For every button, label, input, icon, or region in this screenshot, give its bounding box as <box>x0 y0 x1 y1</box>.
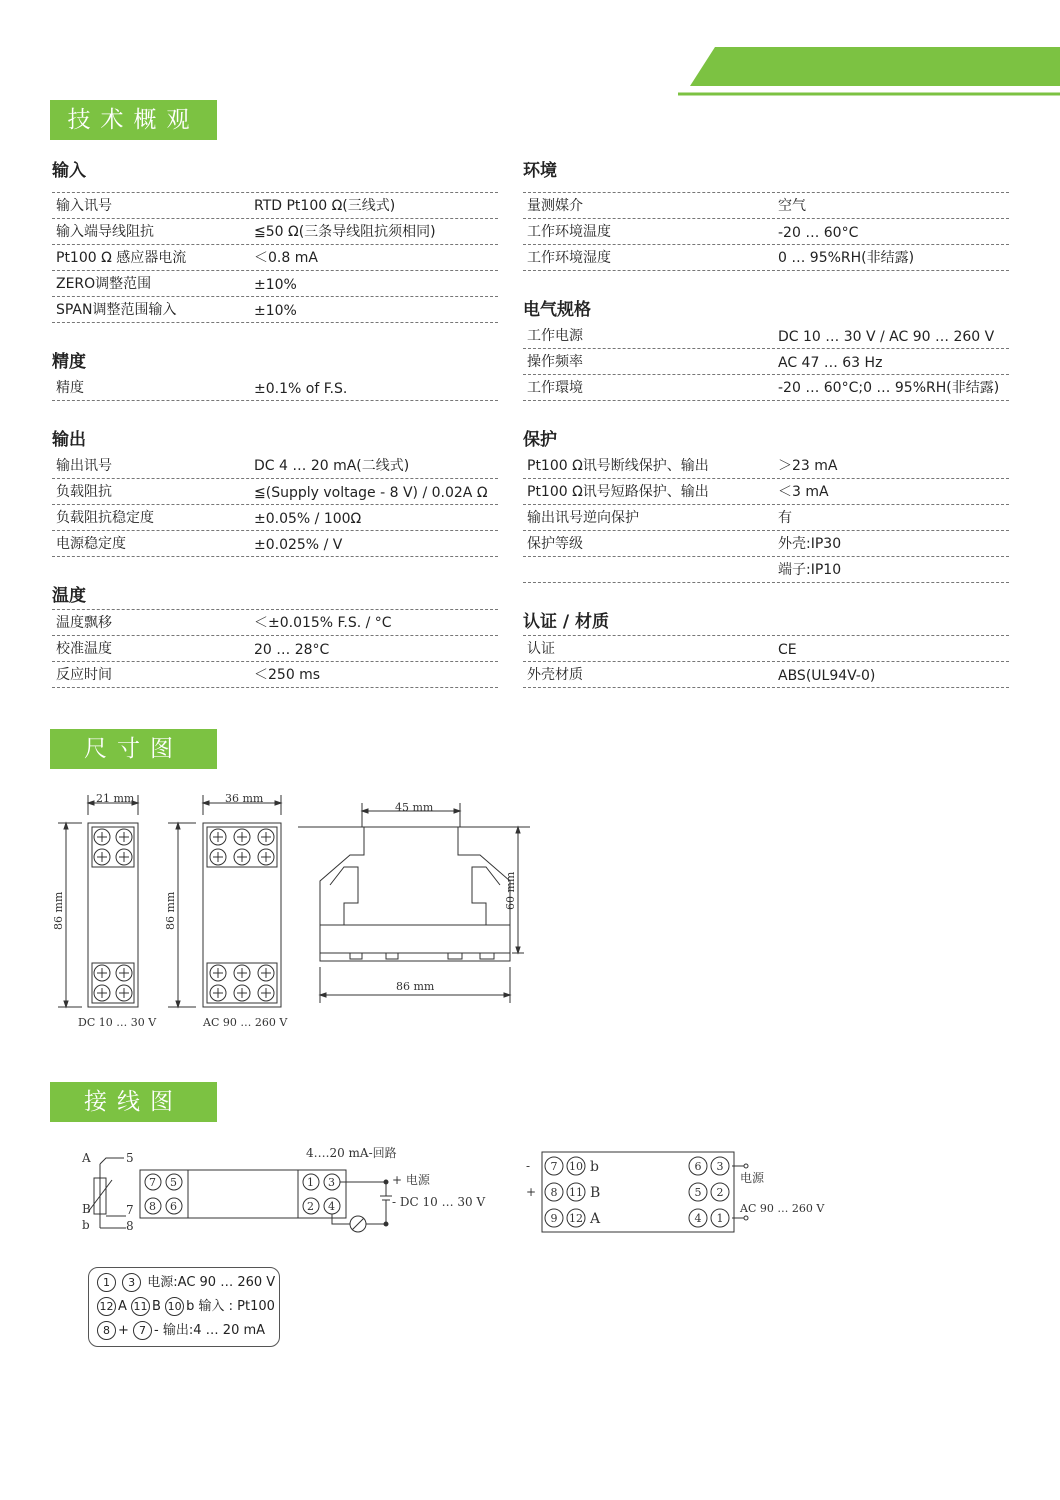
screw-slot <box>97 832 107 842</box>
ac-terminal-number: 3 <box>716 1160 724 1173</box>
legend-letter: B <box>152 1299 161 1314</box>
electrical-row <box>523 349 1009 375</box>
spec-key: 输出讯号逆向保护 <box>527 510 639 526</box>
spec-key: 操作频率 <box>527 354 583 370</box>
screw-slot <box>237 832 247 842</box>
legend-terminal: 1 <box>97 1273 116 1292</box>
spec-value: -20 … 60°C <box>778 225 859 241</box>
screw-slot <box>261 968 271 978</box>
spec-value: RTD Pt100 Ω(三线式) <box>254 198 396 214</box>
wire-label-A: A <box>82 1151 91 1165</box>
dc-power-label: + 电源 <box>392 1173 430 1187</box>
spec-value: -20 … 60°C;0 … 95%RH(非结露) <box>778 380 1000 396</box>
output-row <box>52 505 498 531</box>
ac-terminal-letter: B <box>590 1185 601 1201</box>
ac-terminal-number: 5 <box>694 1186 702 1199</box>
legend-terminal: 7 <box>133 1321 152 1340</box>
terminal-7: 7 <box>149 1176 156 1189</box>
screw-slot <box>237 852 247 862</box>
legend-sign: - <box>154 1323 159 1338</box>
legend-power <box>97 1272 275 1294</box>
protection-row <box>523 453 1009 479</box>
output-table <box>52 453 498 557</box>
spec-value: ＞23 mA <box>778 458 838 474</box>
spec-key: 输入端导线阻抗 <box>56 224 154 240</box>
spec-key: 工作環境 <box>527 380 583 396</box>
side-view <box>298 803 530 1003</box>
spec-key: 负载阻抗 <box>56 484 112 500</box>
spec-key: Pt100 Ω 感应器电流 <box>56 250 187 266</box>
temperature-table <box>52 610 498 688</box>
output-row <box>52 453 498 479</box>
electrical-row <box>523 375 1009 401</box>
screws-wide <box>210 829 274 1001</box>
screw-slot <box>213 852 223 862</box>
electrical-row <box>523 323 1009 349</box>
input-table <box>52 193 498 323</box>
wire-num-7: 7 <box>126 1203 134 1217</box>
ac-terminal-number: 1 <box>716 1212 724 1225</box>
legend-terminal: 10 <box>165 1297 184 1316</box>
spec-key: 输出讯号 <box>56 458 112 474</box>
section-title-accuracy: 精度 <box>52 352 86 372</box>
ac-terminal-number: 11 <box>569 1186 583 1199</box>
spec-value: CE <box>778 642 797 658</box>
module-narrow <box>58 795 138 1007</box>
spec-value: ＜250 ms <box>254 667 321 683</box>
section-title-electrical: 电气规格 <box>523 300 591 320</box>
spec-key: 电源稳定度 <box>56 536 126 552</box>
spec-value: ±10% <box>254 303 297 319</box>
terminal-3: 3 <box>328 1176 335 1189</box>
protection-row <box>523 479 1009 505</box>
spec-key: 精度 <box>56 380 84 396</box>
spec-value: 0 … 95%RH(非结露) <box>778 250 915 266</box>
spec-value: ＜3 mA <box>778 484 829 500</box>
ac-terminal-number: 2 <box>716 1186 724 1199</box>
cert-row <box>523 662 1009 688</box>
legend-terminal: 8 <box>97 1321 116 1340</box>
environment-table <box>523 193 1009 271</box>
caption-dc: DC 10 … 30 V <box>78 1016 157 1029</box>
spec-key: 工作环境温度 <box>527 224 611 240</box>
spec-key: 外壳材质 <box>527 667 583 683</box>
protection-row <box>523 505 1009 531</box>
spec-value: ABS(UL94V-0) <box>778 668 876 684</box>
ac-terminal-number: 7 <box>550 1160 558 1173</box>
screw-slot <box>119 968 129 978</box>
accuracy-table <box>52 375 498 401</box>
legend-input <box>97 1296 275 1318</box>
dc-range-label: - DC 10 … 30 V <box>392 1195 486 1209</box>
input-row <box>52 245 498 271</box>
spec-value: 有 <box>778 510 792 526</box>
terminal-4: 4 <box>328 1200 335 1213</box>
ac-terminal-number: 6 <box>694 1160 702 1173</box>
ac-terminal-letter: A <box>590 1211 601 1227</box>
spec-key: 输入讯号 <box>56 198 112 214</box>
legend-terminal: 11 <box>131 1297 150 1316</box>
cert-table <box>523 636 1009 688</box>
legend-text: 输出:4 … 20 mA <box>162 1323 266 1338</box>
banner-tech-overview: 技术概观 <box>50 100 217 140</box>
dim-width-45: 45 mm <box>395 801 434 814</box>
temperature-row <box>52 662 498 688</box>
ac-range-label: AC 90 … 260 V <box>740 1202 825 1215</box>
ac-terminal-number: 4 <box>694 1212 702 1225</box>
ac-terminal-number: 12 <box>569 1212 583 1225</box>
screw-slot <box>119 852 129 862</box>
spec-value: ＜0.8 mA <box>254 250 318 266</box>
spec-value: DC 10 … 30 V / AC 90 … 260 V <box>778 329 995 345</box>
spec-left-column <box>52 158 498 688</box>
screw-slot <box>97 852 107 862</box>
legend-text: 电源:AC 90 … 260 V <box>147 1275 276 1290</box>
dim-height-86-b: 86 mm <box>164 891 177 930</box>
terminal-1: 1 <box>307 1176 314 1189</box>
ac-power-label: 电源 <box>740 1171 765 1185</box>
dim-height-60: 60 mm <box>504 871 517 910</box>
terminal-legend <box>88 1267 280 1347</box>
spec-key: 量测媒介 <box>527 198 583 214</box>
protection-row <box>523 531 1009 557</box>
spec-key: 认证 <box>527 641 555 657</box>
screws-narrow <box>94 829 132 1001</box>
spec-value: 端子:IP10 <box>778 562 842 578</box>
spec-key: 温度飘移 <box>56 615 112 631</box>
screw-slot <box>213 988 223 998</box>
ac-plus: + <box>526 1185 537 1199</box>
section-title-temperature: 温度 <box>52 586 86 606</box>
section-title-environment: 环境 <box>523 161 557 181</box>
spec-value: 20 … 28°C <box>254 642 330 658</box>
spec-value: ±10% <box>254 277 297 293</box>
section-title-input: 输入 <box>52 161 86 181</box>
corner-accent <box>670 44 1060 100</box>
ac-terminal-number: 8 <box>550 1186 558 1199</box>
spec-key: 负载阻抗稳定度 <box>56 510 154 526</box>
screw-slot <box>261 832 271 842</box>
ac-minus: - <box>526 1159 531 1173</box>
spec-value: ±0.1% of F.S. <box>254 381 348 397</box>
environment-row <box>523 193 1009 219</box>
spec-right-column <box>523 158 1009 688</box>
wire-label-B: B <box>82 1202 91 1216</box>
spec-value: 空气 <box>778 198 806 214</box>
screw-slot <box>261 988 271 998</box>
terminal-8: 8 <box>149 1200 156 1213</box>
cert-row <box>523 636 1009 662</box>
ac-terminal-letter: b <box>590 1159 599 1175</box>
wiring-ac-diagram <box>520 1148 840 1238</box>
banner-wiring: 接线图 <box>50 1082 217 1122</box>
temperature-row <box>52 610 498 636</box>
spec-key: ZERO调整范围 <box>56 276 152 292</box>
legend-terminal: 12 <box>97 1297 116 1316</box>
ac-terminal-number: 9 <box>550 1212 558 1225</box>
dim-width-36: 36 mm <box>225 792 264 805</box>
screw-slot <box>97 968 107 978</box>
legend-letter: A <box>118 1299 127 1314</box>
spec-key: SPAN调整范围输入 <box>56 302 177 318</box>
screw-slot <box>213 832 223 842</box>
dimension-drawing <box>40 785 560 1035</box>
screw-slot <box>119 832 129 842</box>
wiring-dc-diagram <box>70 1140 500 1240</box>
accuracy-row <box>52 375 498 401</box>
spec-value: 外壳:IP30 <box>778 536 842 552</box>
section-title-protection: 保护 <box>523 430 557 450</box>
spec-key: 反应时间 <box>56 667 112 683</box>
spec-key: 工作环境湿度 <box>527 250 611 266</box>
wire-num-5: 5 <box>126 1151 134 1165</box>
loop-label: 4….20 mA-回路 <box>306 1146 397 1160</box>
terminal-5: 5 <box>170 1176 177 1189</box>
section-title-output: 输出 <box>52 430 86 450</box>
spec-value: ≦(Supply voltage - 8 V) / 0.02A Ω <box>254 485 488 501</box>
legend-output <box>97 1320 265 1342</box>
screw-slot <box>119 988 129 998</box>
spec-value: ±0.025% / V <box>254 537 343 553</box>
input-row <box>52 193 498 219</box>
legend-text: 输入 : Pt100 <box>198 1299 275 1314</box>
wire-num-8: 8 <box>126 1219 134 1233</box>
environment-row <box>523 245 1009 271</box>
legend-sign: + <box>118 1323 129 1338</box>
protection-table <box>523 453 1009 583</box>
screw-slot <box>237 968 247 978</box>
spec-key: 校准温度 <box>56 641 112 657</box>
temperature-row <box>52 636 498 662</box>
spec-key: Pt100 Ω讯号短路保护、输出 <box>527 484 709 500</box>
input-row <box>52 271 498 297</box>
terminal-6: 6 <box>170 1200 177 1213</box>
spec-value: ＜±0.015% F.S. / °C <box>254 615 392 631</box>
screw-slot <box>213 968 223 978</box>
legend-terminal: 3 <box>122 1273 141 1292</box>
terminal-2: 2 <box>307 1200 314 1213</box>
banner-dimensions: 尺寸图 <box>50 729 217 769</box>
screw-slot <box>237 988 247 998</box>
environment-row <box>523 219 1009 245</box>
electrical-table <box>523 323 1009 401</box>
module-wide <box>168 795 281 1007</box>
caption-ac: AC 90 … 260 V <box>203 1016 288 1029</box>
input-row <box>52 297 498 323</box>
spec-value: ≦50 Ω(三条导线阻抗须相同) <box>254 224 436 240</box>
wire-label-b: b <box>82 1218 90 1232</box>
dim-width-86: 86 mm <box>396 980 435 993</box>
spec-key: 保护等级 <box>527 536 583 552</box>
spec-key: 工作电源 <box>527 328 583 344</box>
spec-key: Pt100 Ω讯号断线保护、输出 <box>527 458 709 474</box>
ac-terminal-number: 10 <box>569 1160 583 1173</box>
protection-row <box>523 557 1009 583</box>
spec-value: ±0.05% / 100Ω <box>254 511 362 527</box>
output-row <box>52 479 498 505</box>
section-title-cert: 认证 / 材质 <box>523 612 610 632</box>
output-row <box>52 531 498 557</box>
legend-letter: b <box>186 1299 195 1314</box>
dim-height-86-a: 86 mm <box>52 891 65 930</box>
screw-slot <box>97 988 107 998</box>
screw-slot <box>261 852 271 862</box>
input-row <box>52 219 498 245</box>
spec-value: AC 47 … 63 Hz <box>778 355 883 371</box>
dim-width-21: 21 mm <box>96 792 135 805</box>
spec-value: DC 4 … 20 mA(二线式) <box>254 458 410 474</box>
